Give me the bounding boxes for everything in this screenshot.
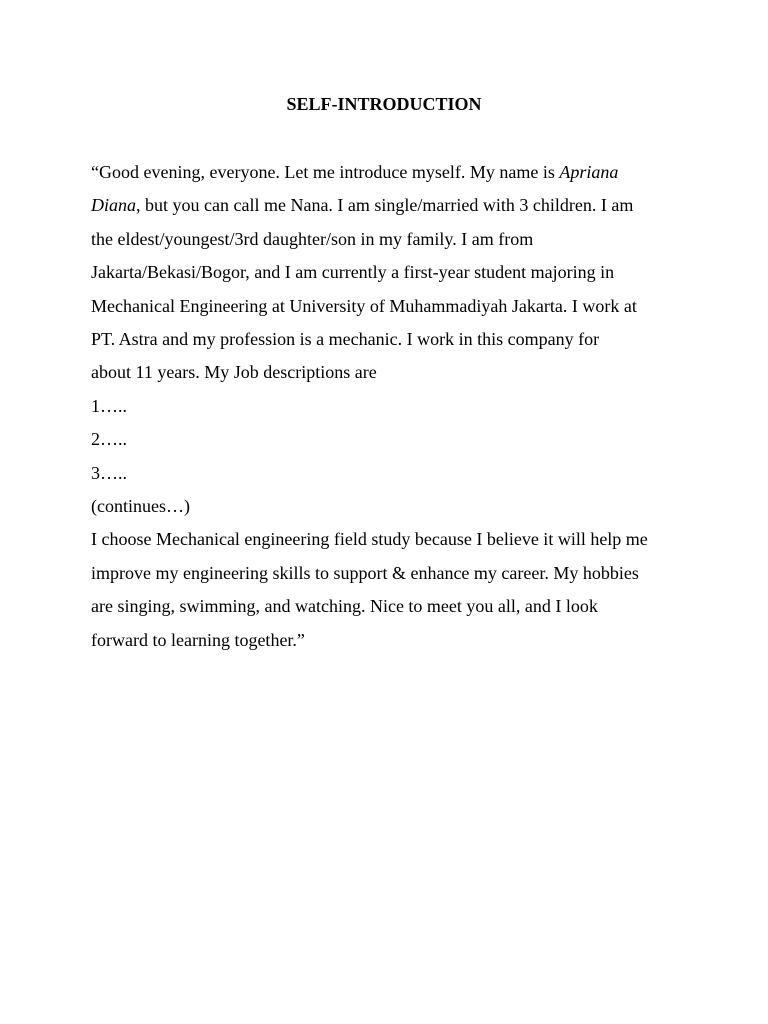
intro-line-1 [91, 156, 691, 189]
body-line: PT. Astra and my profession is a mechanic. I work in this company for [91, 329, 600, 350]
closing-line: improve my engineering skills to support & enhance my career. My hobbies [91, 562, 639, 583]
intro-line-2 [91, 189, 691, 222]
name-last: Diana [91, 195, 136, 216]
job-list-item: 3….. [91, 462, 127, 483]
document-title: SELF-INTRODUCTION [286, 94, 482, 114]
closing-line: forward to learning together.” [91, 629, 305, 650]
closing-line: are singing, swimming, and watching. Nice to meet you all, and I look [91, 596, 598, 617]
job-list-item: 1….. [91, 395, 127, 416]
intro-text: “Good evening, everyone. Let me introduce myself. My name is [91, 162, 560, 182]
job-list-item: 2….. [91, 429, 127, 450]
body-line: Jakarta/Bekasi/Bogor, and I am currently a first-year student majoring in [91, 262, 615, 283]
body-line: Mechanical Engineering at University of Muhammadiyah Jakarta. I work at [91, 295, 637, 316]
document-body [91, 156, 691, 657]
continues-note: (continues…) [91, 496, 190, 517]
name-first: Apriana [559, 162, 619, 182]
body-line: about 11 years. My Job descriptions are [91, 362, 377, 383]
intro-text-continued: , but you can call me Nana. I am single/married with 3 children. I am [136, 195, 634, 216]
closing-line: I choose Mechanical engineering field study because I believe it will help me [91, 529, 648, 550]
body-line: the eldest/youngest/3rd daughter/son in my family. I am from [91, 228, 534, 249]
